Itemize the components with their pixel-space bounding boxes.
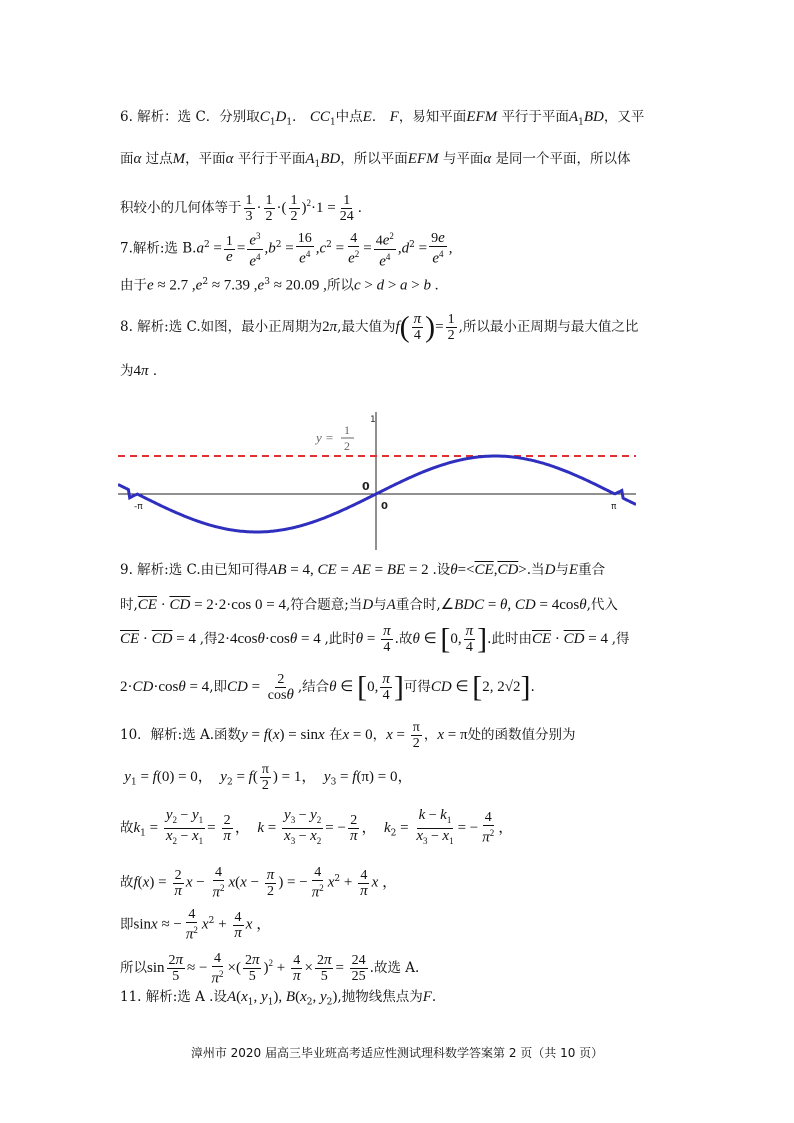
q10-text: ， bbox=[423, 727, 438, 743]
q10-text: 10．解析:选 A.函数 bbox=[120, 727, 242, 743]
q9-text: 与 bbox=[373, 597, 387, 613]
q9-text: .设 bbox=[432, 562, 451, 578]
q9-text: ,符合题意;当 bbox=[285, 597, 363, 613]
fraction: $\frac{1}{3}$ bbox=[245, 193, 253, 224]
q6-text: 过点 bbox=[145, 151, 173, 167]
q9-text: ,结合 bbox=[297, 679, 330, 695]
q6-text: 平行于平面 bbox=[237, 151, 306, 167]
q6-text: ． bbox=[371, 109, 386, 125]
x-right-label: π bbox=[611, 502, 617, 512]
q10-line3: 故$k_1$ = $\frac{y_2 - y_1}{x_2 - x_1}$ = $\frac{2}{\pi}$ ， k = $\frac{y_3 - y_2}{x_3 - x_2}$ = − $\frac{2}{\pi}$ ， $k_2$ = $\frac{k - k_1}{x_3 - x_1}$ = − $\frac{4}{\pi^2}$ ， bbox=[120, 807, 514, 847]
q6-text: 是同一个平面，所以体 bbox=[495, 151, 631, 167]
q11-text: ,抛物线焦点为 bbox=[337, 989, 423, 1005]
q10-text: 故 bbox=[120, 874, 134, 891]
dash-line-label: y = bbox=[316, 430, 334, 445]
q6-text: ． bbox=[357, 200, 372, 216]
q8-text: 8. 解析:选 C.如图，最小正周期为 bbox=[120, 319, 323, 335]
q9-text: ,得 bbox=[199, 631, 218, 647]
q9-text: ,此时 bbox=[324, 631, 356, 647]
q8-line1: 8. 解析:选 C.如图，最小正周期为2π,最大值为f( $\frac{\pi}{4}$ )= $\frac{1}{2}$ ,所以最小正周期与最大值之比 bbox=[120, 310, 639, 344]
fraction: $\frac{1}{24}$ bbox=[339, 193, 354, 224]
q10-line6: 所以sin $\frac{2\pi}{5}$ ≈ − $\frac{4}{\pi^2}$ ×( $\frac{2\pi}{5}$ )$^2$ + $\frac{4}{\pi}$ × $\frac{2\pi}{5}$ = $\frac{24}{25}$ .故选 A. bbox=[120, 950, 420, 987]
q9-text: ,即 bbox=[209, 679, 227, 695]
origin-label: 0 bbox=[362, 480, 370, 493]
q9-text: .故 bbox=[394, 631, 413, 647]
fraction: $\frac{1}{2}$ bbox=[290, 193, 298, 224]
q11-text: 11. 解析:选 A .设 bbox=[120, 989, 227, 1005]
q10-text: 故 bbox=[120, 819, 134, 836]
dash-line-fraction bbox=[341, 423, 354, 453]
q6-text: ． bbox=[292, 109, 306, 125]
q9-text: 时, bbox=[120, 597, 138, 613]
q6-line3: 积较小的几何体等于 $\frac{1}{3}$ · $\frac{1}{2}$ ·( $\frac{1}{2}$ )$^2$·1 = $\frac{1}{24}$ ． bbox=[120, 193, 372, 224]
q6-text: 6. 解析：选 C．分别取 bbox=[120, 109, 260, 125]
q9-text: ,代入 bbox=[586, 597, 618, 613]
q7-text: 由于 bbox=[120, 277, 147, 294]
q11-text: . bbox=[431, 989, 437, 1005]
fraction: $\frac{1}{2}$ bbox=[265, 193, 273, 224]
q9-line3: $\overline{CE} \cdot \overline{CD} = 4$ ,得2·4cosθ·cosθ = 4 ,此时θ = $\frac{\pi}{4}$ .故θ ∈ [0, $\frac{\pi}{4}$ ].此时由$\overline{CE} \cdot \overline{CD} = 4$ ,得 bbox=[120, 622, 630, 656]
q9-text: 9. 解析:选 C.由已知可得 bbox=[120, 562, 269, 578]
q6-text: 与平面 bbox=[442, 151, 484, 167]
q9-text: . bbox=[530, 679, 535, 695]
q10-text: 在 bbox=[328, 727, 343, 743]
q6-text: ，又平 bbox=[603, 109, 645, 125]
q7-line1: 7.解析:选 $B.a^2$ = $\frac{1}{e}$ = $\frac{e^3}{e^4}$ $,b^2$ = $\frac{16}{e^4}$ $,c^2$ = $\frac{4}{e^2}$ = $\frac{4e^2}{e^4}$ $,d^2$ = $\frac{9e}{e^4}$ , bbox=[120, 230, 453, 270]
q8-text: 为 bbox=[120, 363, 134, 379]
q6-text: ，易知平面 bbox=[398, 109, 467, 125]
q9-text: 可得 bbox=[403, 679, 431, 695]
q9-line1: 9. 解析:选 C.由已知可得AB = 4, CE = AE = BE = 2 .设$\theta=<\overline{CE},\overline{CD}>$.当D与E重合 bbox=[120, 562, 606, 578]
q6-line2: 面α 过点M，平面α 平行于平面$A_1BD$，所以平面EFM 与平面α 是同一个平面，所以体 bbox=[120, 151, 631, 170]
q10-text: .故选 A. bbox=[369, 960, 420, 976]
q8-text: ,所以最小正周期与最大值之比 bbox=[458, 319, 639, 335]
function-graph bbox=[118, 410, 636, 550]
page-footer: 漳州市 2020 届高三毕业班高考适应性测试理科数学答案第 2 页（共 10 页） bbox=[190, 1046, 604, 1060]
q6-text: 面 bbox=[120, 151, 134, 167]
svg-text:2: 2 bbox=[344, 439, 350, 453]
q7-line2: 由于e ≈ 2.7 $,e^2 \approx 7.39$ $,e^3 \approx 20.09$ ,所以c > d > a > b . bbox=[120, 277, 439, 294]
q6-text: 中点 bbox=[335, 109, 363, 125]
q9-text: ,得 bbox=[611, 631, 630, 647]
q9-text: .当 bbox=[526, 562, 545, 578]
q10-text: 所以 bbox=[120, 960, 147, 976]
q9-text: .此时由 bbox=[487, 631, 532, 647]
q11-line1: 11. 解析:选 A .设$A(x_1$, $y_1$), $B(x_2$, $y_2$),抛物线焦点为F. bbox=[120, 989, 437, 1008]
x-left-label: -π bbox=[134, 502, 143, 512]
q9-text: 重合时, bbox=[395, 597, 441, 613]
q7-text: 所以 bbox=[326, 277, 354, 294]
q10-text: 处的函数值分别为 bbox=[467, 727, 576, 743]
q10-line1: 10．解析:选 A.函数y = f(x) = sinx 在x = 0，x = $\frac{\pi}{2}$ ，x = π处的函数值分别为 bbox=[120, 720, 576, 751]
q9-line2: 时$,\overline{CE} \cdot \overline{CD} = 2\cdot 2\cdot\cos$ 0 = 4,符合题意;当D与A重合时,∠BDC = θ, CD = 4cosθ,代入 bbox=[120, 597, 618, 613]
q10-text: ， bbox=[372, 727, 387, 743]
q6-text: 平行于平面 bbox=[501, 109, 569, 125]
q6-text: 积较小的几何体等于 bbox=[120, 200, 242, 216]
q9-line4: 2·CD·cosθ = 4,即CD = $\frac{2}{\cos\theta}$ ,结合θ ∈ [0, $\frac{\pi}{4}$ ]可得CD ∈ [2, 2√2]. bbox=[120, 670, 535, 704]
q10-line5: 即sinx ≈ − $\frac{4}{\pi^2}$ $x^2$ + $\frac{4}{\pi}$ x ， bbox=[120, 907, 272, 943]
q6-text: ，平面 bbox=[185, 151, 226, 167]
q9-text: 与 bbox=[555, 562, 569, 578]
y-tick-label: 1 bbox=[370, 415, 376, 425]
q6-text: ，所以平面 bbox=[340, 151, 408, 167]
q8-line2: 为4π ． bbox=[120, 363, 167, 379]
x-zero-label: 0 bbox=[381, 501, 388, 512]
q6-line1: 6. 解析：选 C．分别取$C_1D_1$． $CC_1$中点E． F，易知平面EFM 平行于平面$A_1BD$，又平 bbox=[120, 109, 645, 128]
q10-line2: $y_1 = f(0) = 0$， $y_2 = f$( $\frac{\pi}{2}$ ) = 1， $y_3 = f(\pi) = 0$， bbox=[124, 762, 413, 793]
q8-text: ． bbox=[152, 363, 167, 379]
svg-text:1: 1 bbox=[344, 423, 350, 437]
q8-text: ,最大值为 bbox=[337, 319, 396, 335]
q7-text: 7.解析:选 B. bbox=[120, 240, 197, 257]
q10-text: 即 bbox=[120, 916, 134, 933]
q10-line4: 故f(x) = $\frac{2}{\pi}$ x − $\frac{4}{\pi^2}$ x(x − $\frac{\pi}{2}$ ) = − $\frac{4}{\pi^2}$ $x^2$ + $\frac{4}{\pi}$ x ， bbox=[120, 865, 398, 901]
q9-text: 重合 bbox=[578, 562, 606, 578]
